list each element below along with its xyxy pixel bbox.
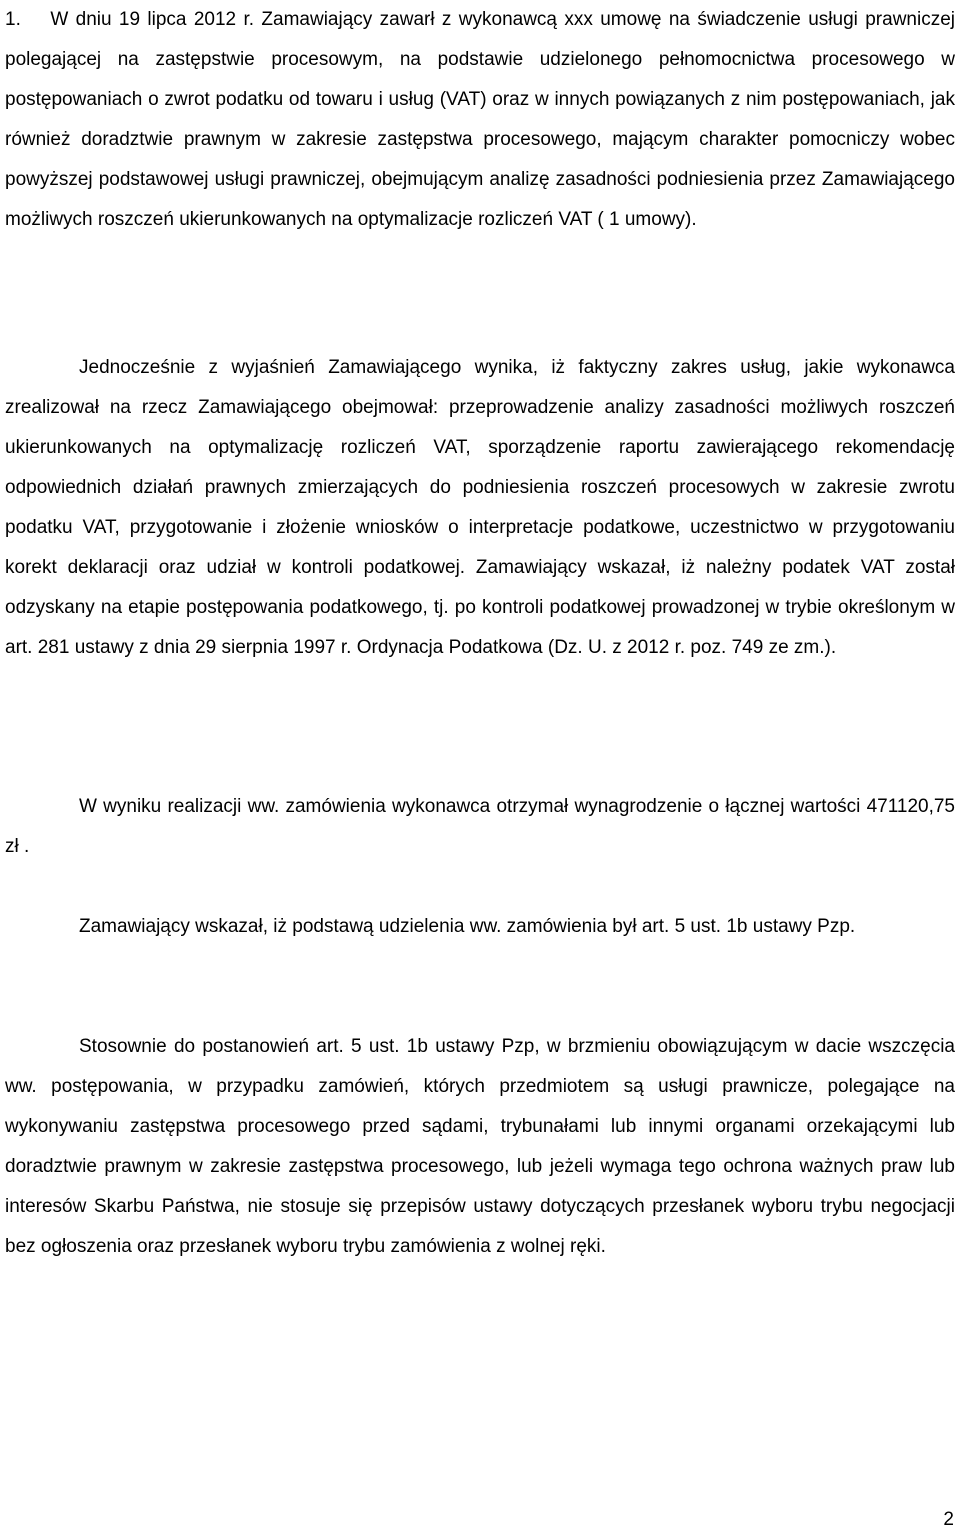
paragraph-4: Zamawiający wskazał, iż podstawą udzielenia ww. zamówienia był art. 5 ust. 1b ustawy Pzp. [79,916,856,937]
paragraph-1: 1. W dniu 19 lipca 2012 r. Zamawiający zawarł z wykonawcą xxx umowę na świadczenie usługi prawniczej polegającej na zastępstwie procesowym, na podstawie udzielonego pełnomocnictwa procesowego w postępowaniach o zwrot podatku od towaru i usług (VAT) oraz w innych powiązanych z nim postępowaniach, jak również doradztwie prawnym w zakresie zastępstwa procesowego, mającym charakter pomocniczy wobec powyższej podstawowej usługi prawniczej, obejmującym analizę zasadności podniesienia przez Zamawiającego możliwych roszczeń ukierunkowanych na optymalizacje rozliczeń VAT ( 1 umowy). [5,9,955,230]
page-number: 2 [943,1509,954,1530]
paragraph-2: Jednocześnie z wyjaśnień Zamawiającego wynika, iż faktyczny zakres usług, jakie wykonawca zrealizował na rzecz Zamawiającego obejmował: przeprowadzenie analizy zasadności możliwych roszczeń ukierunkowanych na optymalizację rozliczeń VAT, sporządzenie raportu zawierającego rekomendację odpowiednich działań prawnych zmierzających do podniesienia roszczeń procesowych w zakresie zwrotu podatku VAT, przygotowanie i złożenie wniosków o interpretacje podatkowe, uczestnictwo w przygotowaniu korekt deklaracji oraz udział w kontroli podatkowej. Zamawiający wskazał, iż należny podatek VAT został odzyskany na etapie postępowania podatkowego, tj. po kontroli podatkowej prowadzonej w trybie określonym w art. 281 ustawy z dnia 29 sierpnia 1997 r. Ordynacja Podatkowa (Dz. U. z 2012 r. poz. 749 ze zm.). [5,357,955,658]
paragraph-3: W wyniku realizacji ww. zamówienia wykonawca otrzymał wynagrodzenie o łącznej wartości 471120,75 zł . [5,796,955,857]
paragraph-5: Stosownie do postanowień art. 5 ust. 1b ustawy Pzp, w brzmieniu obowiązującym w dacie wszczęcia ww. postępowania, w przypadku zamówień, których przedmiotem są usługi prawnicze, polegające na wykonywaniu zastępstwa procesowego przed sądami, trybunałami lub innymi organami orzekającymi lub doradztwie prawnym w zakresie zastępstwa procesowego, lub jeżeli wymaga tego ochrona ważnych praw lub interesów Skarbu Państwa, nie stosuje się przepisów ustawy dotyczących przesłanek wyboru trybu negocjacji bez ogłoszenia oraz przesłanek wyboru trybu zamówienia z wolnej ręki. [5,1036,955,1257]
